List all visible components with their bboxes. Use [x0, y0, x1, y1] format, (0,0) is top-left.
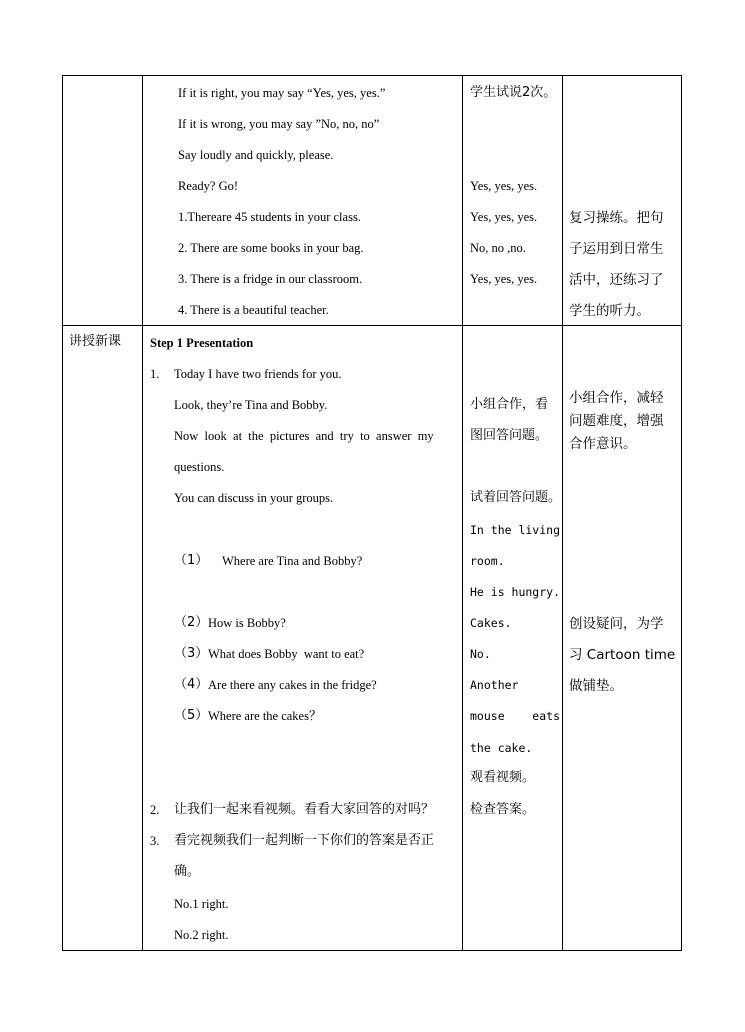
- design-intent: 活中，还练习了: [569, 272, 664, 288]
- column-divider-2: [462, 75, 463, 951]
- student-activity: Yes, yes, yes.: [470, 272, 538, 286]
- table-right-border: [681, 75, 682, 951]
- design-intent: 合作意识。: [569, 436, 637, 452]
- student-answer: Cakes.: [470, 616, 512, 630]
- question-number: （3）: [174, 646, 209, 661]
- content-line: Now look at the pictures and try to answer my: [174, 429, 434, 443]
- design-intent: 学生的听力。: [569, 303, 650, 319]
- content-line: 看完视频我们一起判断一下你们的答案是否正: [174, 833, 435, 848]
- answer-line: No.2 right.: [174, 928, 229, 942]
- content-line: questions.: [174, 460, 225, 474]
- item-number: 2.: [150, 803, 160, 817]
- student-answer: He is hungry.: [470, 585, 561, 599]
- design-intent: 问题难度，增强: [569, 413, 664, 429]
- student-activity: 检查答案。: [470, 802, 536, 817]
- content-line: If it is right, you may say “Yes, yes, yes.”: [178, 86, 386, 100]
- column-divider-1: [142, 75, 143, 951]
- student-activity: No, no ,no.: [470, 241, 526, 255]
- content-line: 1.Thereare 45 students in your class.: [178, 210, 361, 224]
- content-line: 让我们一起来看视频。看看大家回答的对吗？: [174, 802, 435, 817]
- content-line: 2. There are some books in your bag.: [178, 241, 364, 255]
- student-activity: 观看视频。: [470, 770, 536, 785]
- question-text: How is Bobby?: [208, 616, 286, 630]
- question-number: （1）: [174, 553, 209, 568]
- question-text: What does Bobby want to eat?: [208, 647, 365, 661]
- design-intent: 创设疑问，为学: [569, 616, 664, 632]
- student-answer: mouse eats: [470, 709, 561, 723]
- student-answer: No.: [470, 647, 491, 661]
- table-bottom-border: [62, 950, 682, 951]
- student-answer: In the living: [470, 523, 561, 537]
- design-intent: 小组合作，减轻: [569, 390, 664, 406]
- question-text: Where are the cakes？: [208, 709, 322, 723]
- student-answer: the cake.: [470, 741, 533, 755]
- design-intent: 习 Cartoon time: [569, 647, 676, 663]
- content-line: If it is wrong, you may say ”No, no, no”: [178, 117, 380, 131]
- item-number: 1.: [150, 367, 160, 381]
- student-activity: Yes, yes, yes.: [470, 179, 538, 193]
- student-answer: Another: [470, 678, 519, 692]
- student-activity: 图回答问题。: [470, 428, 549, 443]
- table-left-border: [62, 75, 63, 951]
- question-number: （2）: [174, 615, 209, 630]
- question-text: Are there any cakes in the fridge?: [208, 678, 377, 692]
- design-intent: 做铺垫。: [569, 678, 623, 694]
- content-line: Look, they’re Tina and Bobby.: [174, 398, 328, 412]
- student-answer: room.: [470, 554, 505, 568]
- answer-line: No.1 right.: [174, 897, 229, 911]
- question-number: （4）: [174, 677, 209, 692]
- content-line: Say loudly and quickly, please.: [178, 148, 334, 162]
- step-title: Step 1 Presentation: [150, 336, 254, 350]
- content-line: Today I have two friends for you.: [174, 367, 342, 381]
- student-activity: 小组合作，看: [470, 397, 549, 412]
- content-line: You can discuss in your groups.: [174, 491, 334, 505]
- design-intent: 子运用到日常生: [569, 241, 664, 257]
- student-activity: 试着回答问题。: [470, 490, 562, 505]
- question-text: Where are Tina and Bobby?: [222, 554, 363, 568]
- student-activity: 学生试说2次。: [470, 85, 557, 100]
- student-activity: Yes, yes, yes.: [470, 210, 538, 224]
- content-line: Ready? Go!: [178, 179, 239, 193]
- content-line: 确。: [174, 864, 201, 879]
- table-top-border: [62, 75, 682, 76]
- row-divider: [62, 325, 682, 326]
- content-line: 4. There is a beautiful teacher.: [178, 303, 329, 317]
- column-divider-3: [562, 75, 563, 951]
- content-line: 3. There is a fridge in our classroom.: [178, 272, 363, 286]
- design-intent: 复习操练。把句: [569, 210, 664, 226]
- section-label: 讲授新课: [69, 334, 122, 349]
- item-number: 3.: [150, 834, 160, 848]
- question-number: （5）: [174, 708, 209, 723]
